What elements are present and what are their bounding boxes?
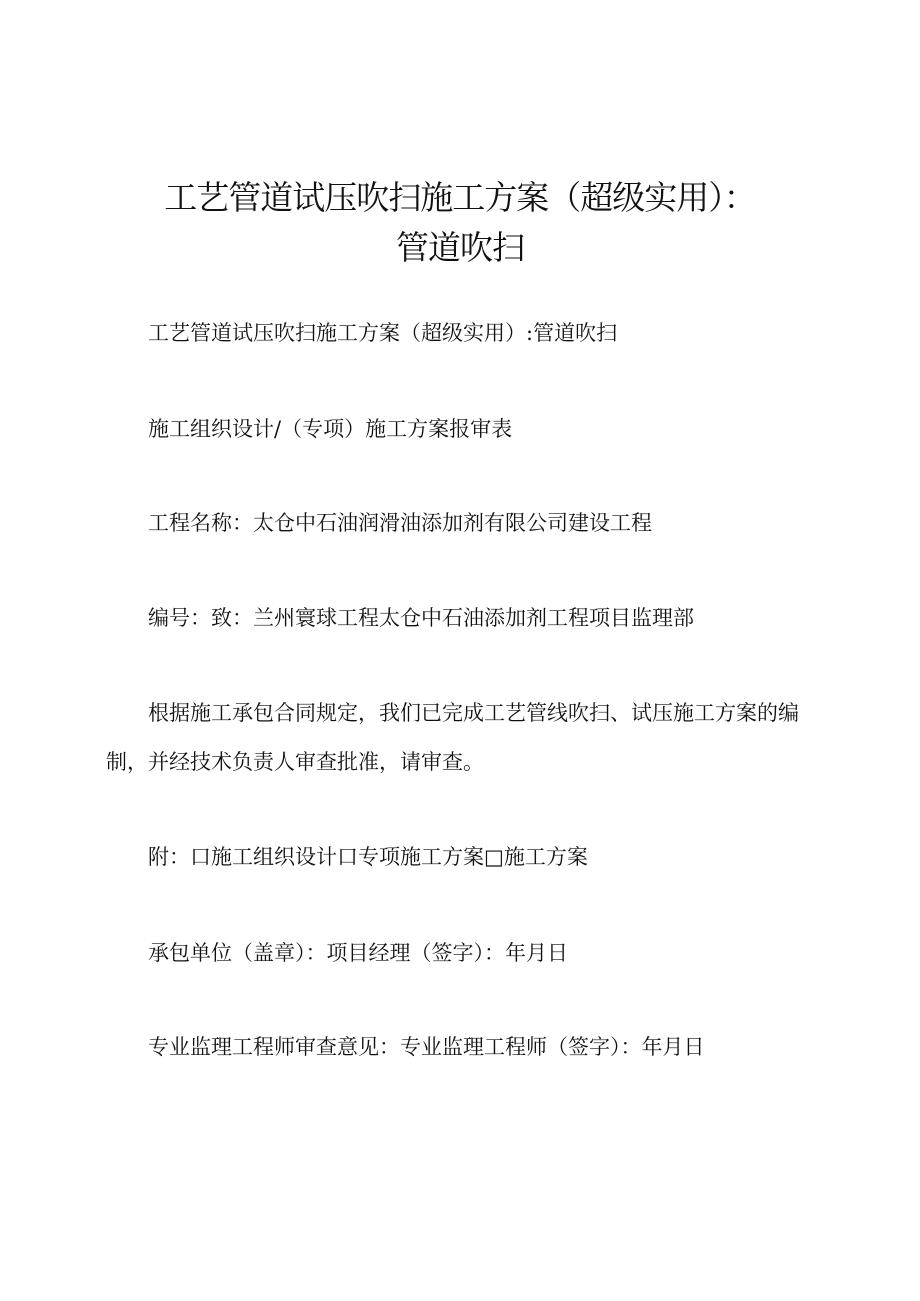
paragraph-number-recipient: [106, 594, 830, 643]
paragraph-body-line-2: 制，并经技术负责人审查批准，请审查。: [106, 750, 484, 774]
paragraph-body-line-1: 根据施工承包合同规定，我们已完成工艺管线吹扫、试压施工方案的编: [148, 701, 799, 725]
paragraph-attachments: [106, 833, 830, 882]
paragraph-attachments-text: 附：口施工组织设计口专项施工方案□施工方案: [148, 845, 588, 869]
paragraph-supervisor-opinion: [106, 1023, 830, 1072]
paragraph-form-title: [106, 405, 830, 454]
paragraph-project-name-text: 工程名称：太仓中石油润滑油添加剂有限公司建设工程: [148, 511, 652, 535]
paragraph-project-name: [106, 499, 830, 548]
paragraph-body: [106, 689, 830, 787]
document-title-line-2: 管道吹扫: [396, 228, 524, 267]
paragraph-subtitle-text: 工艺管道试压吹扫施工方案（超级实用）:管道吹扫: [148, 321, 618, 345]
paragraph-contractor-sign: [106, 929, 830, 978]
paragraph-number-recipient-text: 编号：致：兰州寰球工程太仓中石油添加剂工程项目监理部: [148, 606, 694, 630]
paragraph-form-title-text: 施工组织设计/（专项）施工方案报审表: [148, 417, 513, 441]
paragraph-supervisor-opinion-text: 专业监理工程师审查意见：专业监理工程师（签字）：年月日: [148, 1035, 705, 1059]
paragraph-subtitle: [106, 309, 830, 358]
document-title-line-1: 工艺管道试压吹扫施工方案（超级实用）：: [164, 178, 756, 217]
paragraph-contractor-sign-text: 承包单位（盖章）：项目经理（签字）：年月日: [148, 941, 568, 965]
